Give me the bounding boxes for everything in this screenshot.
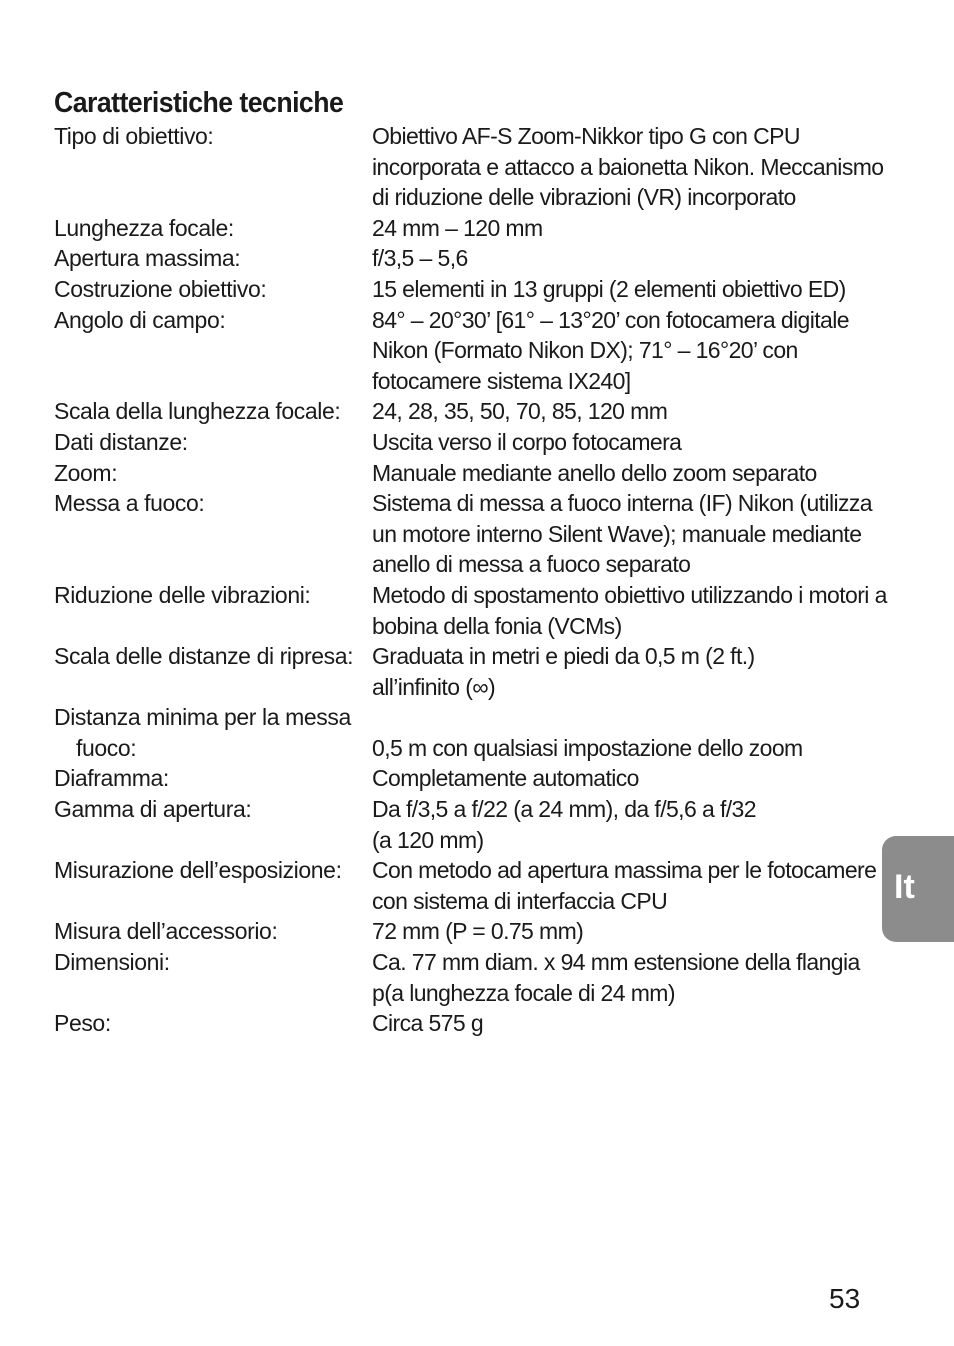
spec-label: Apertura massima:: [54, 245, 241, 272]
spec-value: Manuale mediante anello dello zoom separato: [372, 459, 817, 486]
spec-value: Sistema di messa a fuoco interna (IF) Nikon (utilizza un motore interno Silent Wave); manuale mediante anello di messa a fuoco separato: [372, 490, 872, 578]
spec-value: f/3,5 – 5,6: [372, 245, 468, 272]
language-tab: [882, 836, 954, 942]
spec-row-max-aperture: [54, 243, 874, 274]
spec-row-diaphragm: [54, 763, 874, 794]
spec-row-zoom: [54, 458, 874, 489]
spec-label: Angolo di campo:: [54, 306, 226, 333]
spec-label: Dimensioni:: [54, 949, 170, 976]
spec-value: Uscita verso il corpo fotocamera: [372, 428, 682, 455]
spec-label: Dati distanze:: [54, 428, 188, 455]
spec-value: Con metodo ad apertura massima per le fotocamere con sistema di interfaccia CPU: [372, 857, 877, 914]
spec-row-focusing: [54, 488, 874, 580]
spec-value: Da f/3,5 a f/22 (a 24 mm), da f/5,6 a f/32 (a 120 mm): [372, 796, 756, 853]
spec-value: Metodo di spostamento obiettivo utilizzando i motori a bobina della fonia (VCMs): [372, 581, 887, 639]
spec-value: Circa 575 g: [372, 1010, 484, 1037]
spec-row-attachment-size: [54, 916, 874, 947]
spec-row-vibration-reduction: [54, 580, 887, 641]
spec-value: 24 mm – 120 mm: [372, 214, 543, 241]
spec-row-closest-focus-distance: [54, 702, 874, 763]
spec-value: Completamente automatico: [372, 765, 639, 792]
page-title: Caratteristiche tecniche: [54, 87, 344, 119]
spec-row-lens-construction: [54, 274, 874, 305]
spec-label: Peso:: [54, 1010, 111, 1037]
spec-label: Misurazione dell’esposizione:: [54, 857, 342, 884]
spec-label: Costruzione obiettivo:: [54, 275, 267, 302]
spec-row-dimensions: [54, 947, 874, 1008]
spec-row-weight: [54, 1008, 874, 1039]
spec-label: Distanza minima per la messa fuoco:: [54, 704, 351, 761]
spec-row-exposure-measurement: [54, 855, 877, 916]
spec-value: 0,5 m con qualsiasi impostazione dello zoom: [372, 734, 803, 761]
spec-value: Ca. 77 mm diam. x 94 mm estensione della flangia p(a lunghezza focale di 24 mm): [372, 949, 860, 1006]
spec-label: Lunghezza focale:: [54, 214, 234, 241]
spec-row-picture-angle: [54, 305, 874, 397]
spec-label: Misura dell’accessorio:: [54, 918, 278, 945]
spec-label: Tipo di obiettivo:: [54, 123, 214, 149]
spec-label: Diaframma:: [54, 765, 169, 792]
spec-value: 72 mm (P = 0.75 mm): [372, 918, 584, 945]
page-number: 53: [829, 1283, 861, 1314]
spec-value: Graduata in metri e piedi da 0,5 m (2 ft.) all’infinito (∞): [372, 643, 755, 700]
spec-label: Gamma di apertura:: [54, 796, 252, 823]
spec-row-distance-info: [54, 427, 874, 458]
spec-label: Zoom:: [54, 459, 118, 486]
spec-value: 24, 28, 35, 50, 70, 85, 120 mm: [372, 398, 668, 425]
spec-label: Messa a fuoco:: [54, 490, 205, 517]
spec-row-shooting-distance-scale: [54, 641, 874, 702]
spec-label: Scala delle distanze di ripresa:: [54, 643, 354, 670]
spec-row-lens-type: [54, 121, 884, 213]
spec-value: Obiettivo AF-S Zoom-Nikkor tipo G con CPU incorporata e attacco a baionetta Nikon. Meccanismo di riduzione delle vibrazioni (VR) incorporato: [372, 123, 884, 211]
spec-value: 15 elementi in 13 gruppi (2 elementi obiettivo ED): [372, 275, 846, 302]
spec-value: 84° – 20°30’ [61° – 13°20’ con fotocamera digitale Nikon (Formato Nikon DX); 71° – 16°20’ con fotocamere sistema IX240]: [372, 306, 849, 394]
language-tab-label: It: [894, 868, 915, 906]
spec-label: Scala della lunghezza focale:: [54, 398, 341, 425]
spec-table: [54, 121, 887, 1039]
spec-row-aperture-range: [54, 794, 874, 855]
spec-label: Riduzione delle vibrazioni:: [54, 581, 311, 608]
spec-row-focal-length-scale: [54, 396, 874, 427]
spec-row-focal-length: [54, 213, 874, 244]
